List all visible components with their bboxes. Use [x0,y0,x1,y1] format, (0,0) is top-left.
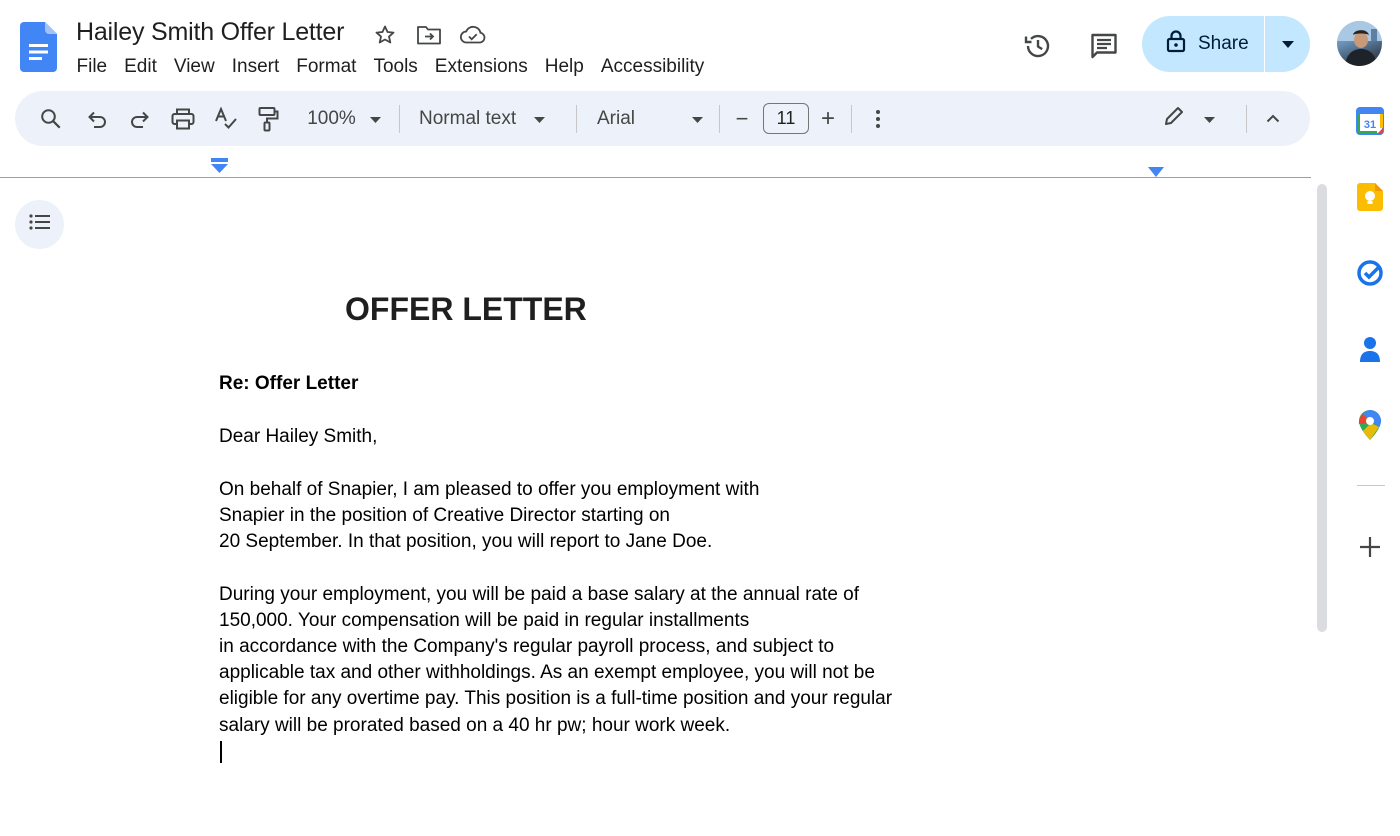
docs-logo-icon[interactable] [20,22,57,72]
editing-mode-select[interactable] [1163,91,1215,146]
tasks-icon[interactable] [1355,258,1385,288]
caret-down-icon [1204,110,1215,128]
paragraph-line: On behalf of Snapier, I am pleased to offer you employment with [219,479,760,500]
undo-icon[interactable] [83,91,111,146]
zoom-select[interactable] [299,91,389,146]
pencil-icon [1163,105,1185,132]
menu-help[interactable]: Help [544,56,584,77]
version-history-icon[interactable] [1016,24,1060,68]
increase-font-size-button[interactable]: + [820,104,835,132]
add-icon[interactable] [1355,532,1385,562]
paragraph-line: eligible for any overtime pay. This position is a full-time position and your regular [219,688,893,709]
scrollbar[interactable] [1317,184,1327,632]
re-line: Re: Offer Letter [219,373,359,394]
menu-file[interactable]: File [76,56,108,77]
left-indent-marker[interactable] [211,158,228,179]
avatar[interactable] [1337,21,1382,66]
paragraph-line: During your employment, you will be paid a base salary at the annual rate of [219,584,860,605]
collapse-menus-icon[interactable] [1261,91,1285,146]
calendar-day: 31 [1363,119,1377,131]
more-options-icon[interactable] [867,91,889,146]
print-icon[interactable] [169,91,197,146]
text-cursor [220,741,222,763]
redo-icon[interactable] [126,91,154,146]
paragraph-style-select[interactable] [419,91,559,146]
move-to-folder-icon[interactable] [414,22,444,48]
document-title[interactable]: Hailey Smith Offer Letter [76,18,345,46]
caret-down-icon [370,110,381,128]
font-family-value: Arial [597,107,636,129]
paragraph-line: 20 September. In that position, you will report to Jane Doe. [219,531,713,552]
contacts-icon[interactable] [1355,334,1385,364]
paragraph-style-value: Normal text [419,107,517,129]
caret-down-icon [692,110,703,128]
share-button-group [1142,16,1310,72]
caret-down-icon [534,110,545,128]
caret-down-icon [1282,35,1294,53]
document-heading: OFFER LETTER [345,291,587,327]
paragraph-line: Snapier in the position of Creative Director starting on [219,505,670,526]
font-size-input[interactable]: 11 [763,103,809,134]
comments-icon[interactable] [1082,24,1126,68]
maps-icon[interactable] [1355,410,1385,440]
keep-icon[interactable] [1355,182,1385,212]
menu-extensions[interactable]: Extensions [434,56,528,77]
calendar-icon[interactable] [1355,106,1385,136]
paragraph-line: in accordance with the Company's regular payroll process, and subject to [219,636,835,657]
menu-insert[interactable]: Insert [231,56,280,77]
font-family-select[interactable] [597,91,703,146]
ruler [0,177,1311,178]
menu-bar [68,54,713,80]
decrease-font-size-button[interactable]: − [735,105,749,131]
side-panel-divider [1357,485,1385,486]
menu-edit[interactable]: Edit [124,56,157,77]
lock-icon [1166,29,1186,59]
share-dropdown-button[interactable] [1265,16,1310,72]
cloud-saved-icon[interactable] [458,22,488,48]
paint-format-icon[interactable] [255,91,283,146]
list-icon [29,214,51,235]
paragraph-line: salary will be prorated based on a 40 hr pw; hour work week. [219,715,731,736]
toolbar [15,91,1310,146]
greeting: Dear Hailey Smith, [219,426,378,447]
share-label: Share [1198,33,1249,54]
paragraph-line: applicable tax and other withholdings. As an exempt employee, you will not be [219,662,875,683]
spelling-check-icon[interactable] [212,91,240,146]
star-icon[interactable] [370,22,400,48]
search-menus-icon[interactable] [37,91,65,146]
menu-format[interactable]: Format [296,56,357,77]
menu-tools[interactable]: Tools [373,56,418,77]
share-button[interactable] [1142,16,1264,72]
zoom-value: 100% [307,107,356,129]
paragraph-line: 150,000. Your compensation will be paid in regular installments [219,610,750,631]
menu-view[interactable]: View [173,56,215,77]
right-indent-marker[interactable] [1148,164,1164,182]
document-outline-button[interactable] [15,200,64,249]
menu-accessibility[interactable]: Accessibility [600,56,705,77]
